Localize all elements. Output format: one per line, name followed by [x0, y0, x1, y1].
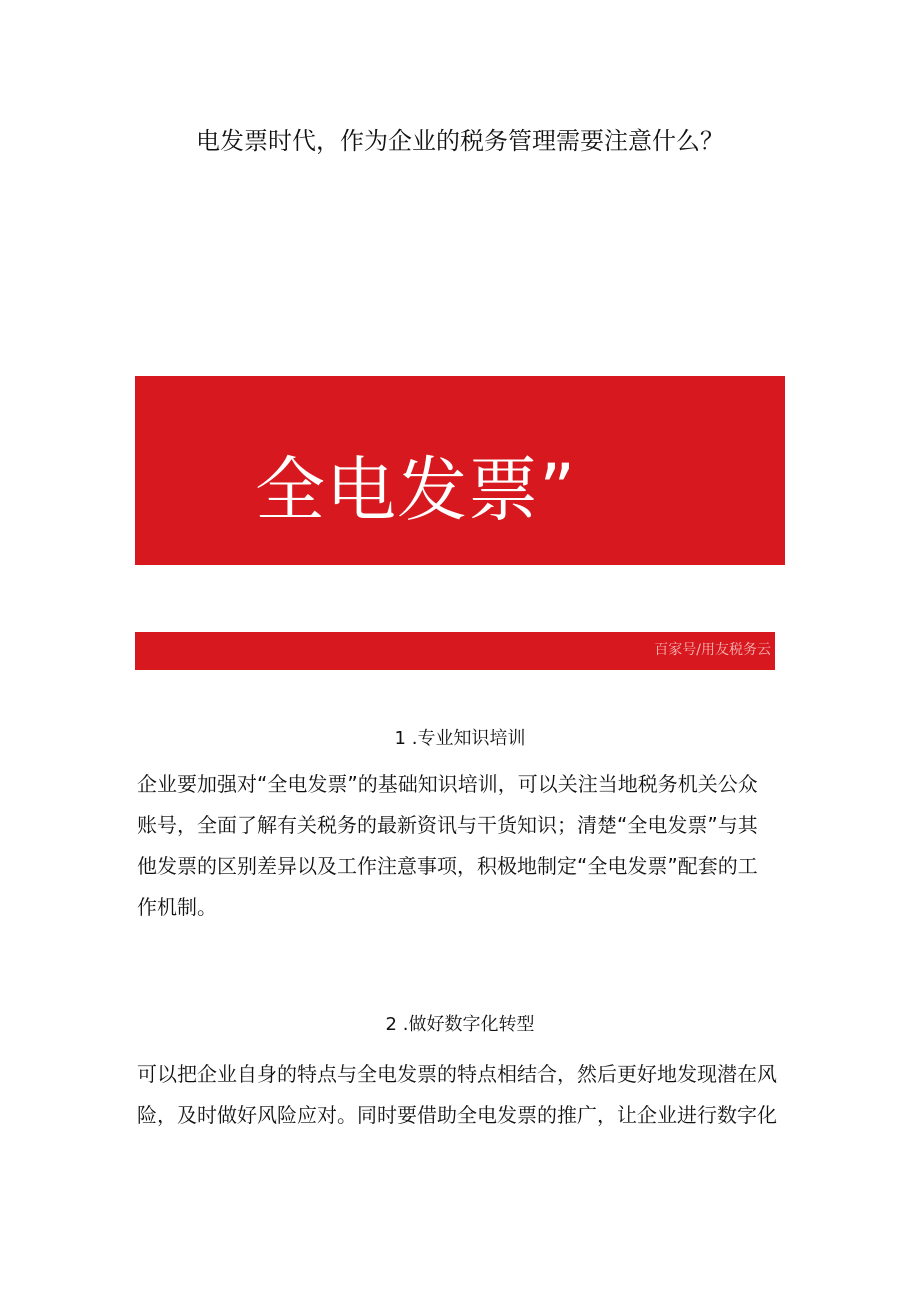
paragraph-line: 他发票的区别差异以及工作注意事项，积极地制定“全电发票”配套的工	[137, 854, 758, 878]
image-credit: 百家号/用友税务云	[654, 642, 771, 658]
paragraph-line: 作机制。	[137, 895, 217, 919]
paragraph-line: 险，及时做好风险应对。同时要借助全电发票的推广，让企业进行数字化	[137, 1103, 777, 1127]
banner-credit-strip	[135, 632, 775, 670]
paragraph-line: 账号，全面了解有关税务的最新资讯与干货知识；清楚“全电发票”与其	[137, 813, 758, 837]
banner-image	[135, 376, 785, 565]
section-heading: 1 .专业知识培训	[394, 728, 526, 749]
section-heading: 2 .做好数字化转型	[385, 1014, 535, 1035]
paragraph-line: 可以把企业自身的特点与全电发票的特点相结合，然后更好地发现潜在风	[137, 1062, 777, 1086]
paragraph-line: 企业要加强对“全电发票”的基础知识培训，可以关注当地税务机关公众	[137, 772, 758, 796]
section-paragraph	[137, 764, 787, 928]
section-paragraph	[137, 1054, 787, 1136]
page-title: 电发票时代，作为企业的税务管理需要注意什么？	[196, 127, 724, 155]
banner-title: 全电发票”	[255, 449, 577, 531]
